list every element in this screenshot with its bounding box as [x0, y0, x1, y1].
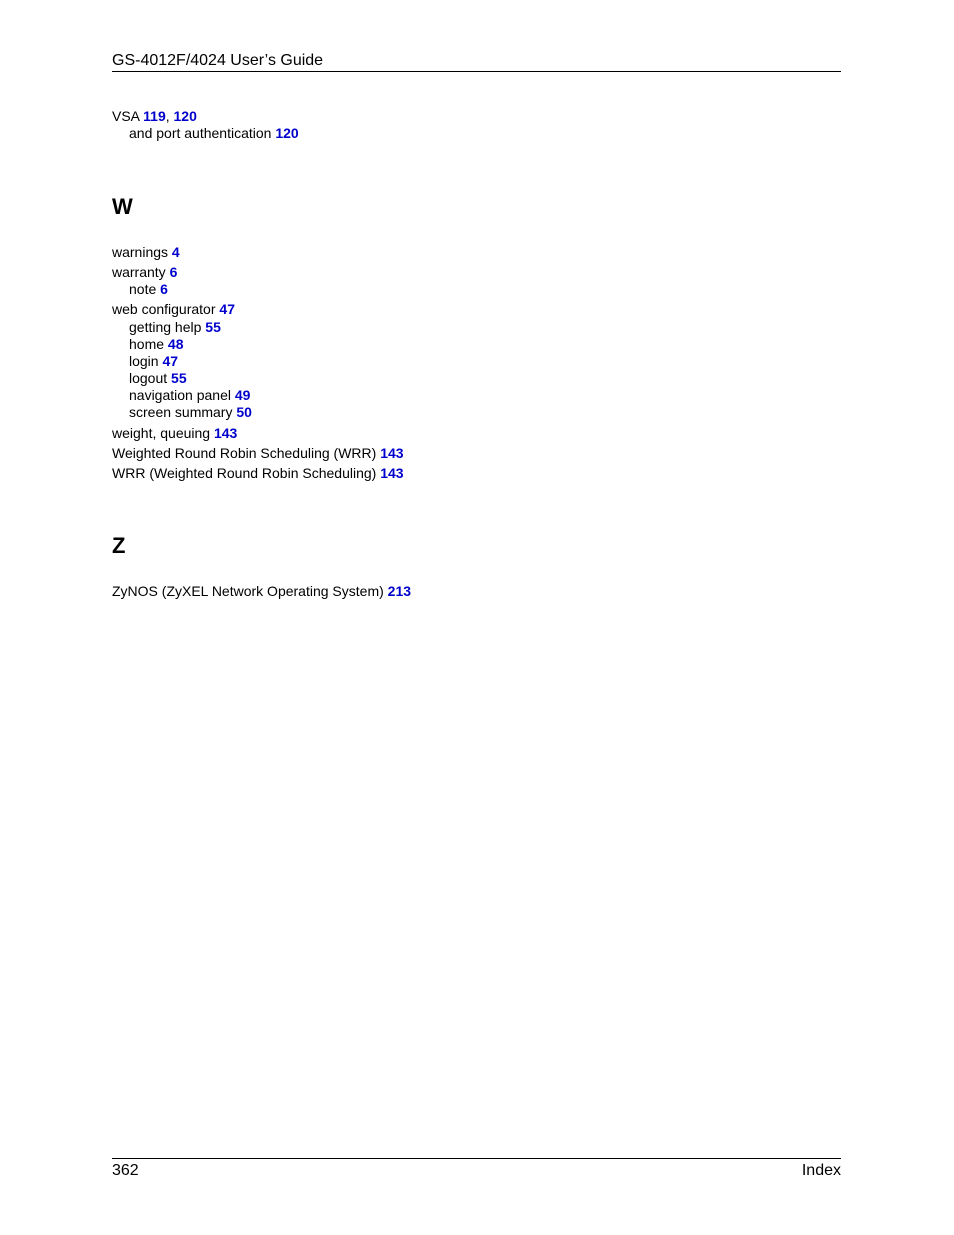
- index-term: home: [129, 336, 168, 352]
- page-ref-link[interactable]: 47: [162, 353, 179, 369]
- page-number: 362: [112, 1162, 139, 1179]
- index-entry-wrr: [112, 465, 404, 482]
- ref-separator: ,: [165, 108, 174, 124]
- index-term: ZyNOS (ZyXEL Network Operating System): [112, 583, 388, 599]
- index-entry-vsa: [112, 108, 197, 125]
- index-subentry-logout: [129, 370, 187, 387]
- index-term: warranty: [112, 264, 170, 280]
- index-entry-weight-queuing: [112, 425, 237, 442]
- footer-rule: [112, 1158, 841, 1159]
- index-subentry-home: [129, 336, 184, 353]
- section-name: Index: [801, 1162, 841, 1179]
- page-ref-link[interactable]: 120: [275, 125, 299, 141]
- header-rule: [112, 71, 841, 72]
- section-letter-w: W: [112, 194, 133, 219]
- index-term: warnings: [112, 244, 172, 260]
- page-ref-link[interactable]: 143: [380, 445, 404, 461]
- index-subentry-navigation-panel: [129, 387, 250, 404]
- index-term: navigation panel: [129, 387, 235, 403]
- page-ref-link[interactable]: 47: [219, 301, 235, 317]
- index-entry-warranty: [112, 264, 177, 281]
- page-ref-link[interactable]: 143: [213, 425, 238, 441]
- index-term: and port authentication: [129, 125, 276, 141]
- index-subentry-note: [129, 281, 168, 298]
- page-ref-link[interactable]: 119: [143, 108, 166, 124]
- index-term: getting help: [129, 319, 206, 335]
- index-entry-zynos: [112, 583, 411, 600]
- page-ref-link[interactable]: 55: [171, 370, 187, 386]
- index-term: WRR (Weighted Round Robin Scheduling): [112, 465, 381, 481]
- index-term: screen summary: [129, 404, 237, 420]
- page-ref-link[interactable]: 55: [205, 319, 221, 335]
- document-title: GS-4012F/4024 User’s Guide: [112, 52, 324, 69]
- section-letter-z: Z: [112, 533, 126, 558]
- index-term: weight, queuing: [112, 425, 214, 441]
- index-term: Weighted Round Robin Scheduling (WRR): [112, 445, 381, 461]
- index-term: VSA: [112, 108, 144, 124]
- index-term: note: [129, 281, 161, 297]
- page-ref-link[interactable]: 120: [173, 108, 197, 124]
- page-ref-link[interactable]: 6: [169, 264, 178, 280]
- index-entry-warnings: [112, 244, 180, 261]
- page-ref-link[interactable]: 143: [380, 465, 404, 481]
- index-subentry-screen-summary: [129, 404, 252, 421]
- index-term: web configurator: [112, 301, 220, 317]
- index-subentry-login: [129, 353, 178, 370]
- index-term: login: [129, 353, 163, 369]
- page-ref-link[interactable]: 49: [234, 387, 251, 403]
- page-ref-link[interactable]: 4: [171, 244, 180, 260]
- index-term: logout: [129, 370, 172, 386]
- page-ref-link[interactable]: 50: [236, 404, 252, 420]
- index-subentry-getting-help: [129, 319, 221, 336]
- index-entry-weighted-round-robin: [112, 445, 404, 462]
- page-ref-link[interactable]: 6: [160, 281, 168, 297]
- page-ref-link[interactable]: 48: [167, 336, 184, 352]
- page-ref-link[interactable]: 213: [387, 583, 412, 599]
- index-subentry-port-authentication: [129, 125, 299, 142]
- index-entry-web-configurator: [112, 301, 235, 318]
